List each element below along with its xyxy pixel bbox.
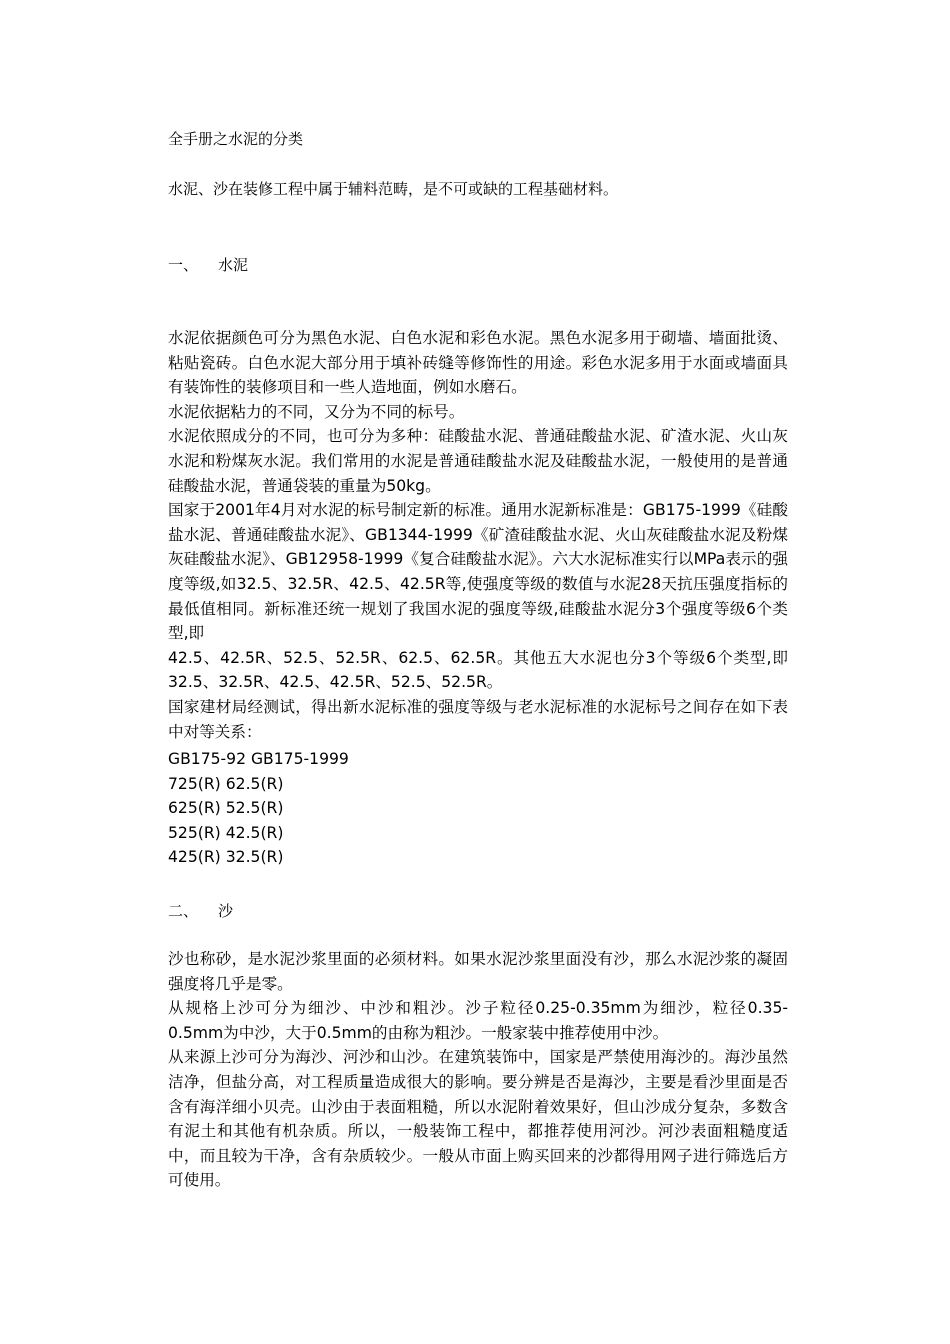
section-title: 沙 — [218, 902, 234, 920]
paragraph: 水泥依照成分的不同，也可分为多种：硅酸盐水泥、普通硅酸盐水泥、矿渣水泥、火山灰水泥和粉煤灰水泥。我们常用的水泥是普通硅酸盐水泥及硅酸盐水泥，一般使用的是普通硅酸盐水泥，普通袋装的重量为50kg。 — [168, 427, 788, 495]
paragraph: 国家建材局经测试，得出新水泥标准的强度等级与老水泥标准的水泥标号之间存在如下表中对等关系： — [168, 697, 788, 741]
table-row: 425(R) 32.5(R) — [168, 848, 284, 867]
section-heading-cement — [168, 254, 248, 276]
table-header: GB175-92 GB175-1999 — [168, 750, 349, 768]
section-number: 二、 — [168, 902, 199, 920]
section-title: 水泥 — [218, 256, 249, 274]
section-number: 一、 — [168, 256, 199, 274]
table-row: 725(R) 62.5(R) — [168, 774, 284, 793]
paragraph: 42.5、42.5R、52.5、52.5R、62.5、62.5R。其他五大水泥也分3个等级6个类型,即32.5、32.5R、42.5、42.5R、52.5、52.5R。 — [168, 648, 788, 692]
table-row: 525(R) 42.5(R) — [168, 823, 284, 842]
paragraph: 水泥依据粘力的不同，又分为不同的标号。 — [168, 402, 465, 421]
table-row: 625(R) 52.5(R) — [168, 799, 284, 818]
cement-section-body — [168, 326, 788, 744]
paragraph: 国家于2001年4月对水泥的标号制定新的标准。通用水泥新标准是：GB175-1999《硅酸盐水泥、普通硅酸盐水泥》、GB1344-1999《矿渣硅酸盐水泥、火山灰硅酸盐水泥及粉煤灰硅酸盐水泥》、GB12958-1999《复合硅酸盐水泥》。六大水泥标准实行以MPa表示的强度等级,如32.5、32.5R、42.5、42.5R等,使强度等级的数值与水泥28天抗压强度指标的最低值相同。新标准还统一规划了我国水泥的强度等级,硅酸盐水泥分3个强度等级6个类型,即 — [168, 501, 788, 643]
intro-paragraph: 水泥、沙在装修工程中属于辅料范畴，是不可或缺的工程基础材料。 — [168, 180, 619, 198]
paragraph: 从来源上沙可分为海沙、河沙和山沙。在建筑装饰中，国家是严禁使用海沙的。海沙虽然洁净，但盐分高，对工程质量造成很大的影响。要分辨是否是海沙，主要是看沙里面是否含有海洋细小贝壳。山沙由于表面粗糙，所以水泥附着效果好，但山沙成分复杂，多数含有泥土和其他有机杂质。所以，一般装饰工程中，都推荐使用河沙。河沙表面粗糙度适中，而且较为干净，含有杂质较少。一般从市面上购买回来的沙都得用网子进行筛选后方可使用。 — [168, 1048, 788, 1190]
paragraph: 沙也称砂，是水泥沙浆里面的必须材料。如果水泥沙浆里面没有沙，那么水泥沙浆的凝固强度将几乎是零。 — [168, 950, 788, 993]
paragraph: 从规格上沙可分为细沙、中沙和粗沙。沙子粒径0.25-0.35mm为细沙，粒径0.35-0.5mm为中沙，大于0.5mm的由称为粗沙。一般家装中推荐使用中沙。 — [168, 999, 788, 1042]
section-heading-sand — [168, 900, 233, 922]
sand-section-body — [168, 947, 788, 1193]
document-title: 全手册之水泥的分类 — [168, 130, 304, 148]
grade-comparison-table — [168, 747, 349, 870]
paragraph: 水泥依据颜色可分为黑色水泥、白色水泥和彩色水泥。黑色水泥多用于砌墙、墙面批烫、粘贴瓷砖。白色水泥大部分用于填补砖缝等修饰性的用途。彩色水泥多用于水面或墙面具有装饰性的装修项目和一些人造地面，例如水磨石。 — [168, 329, 788, 397]
